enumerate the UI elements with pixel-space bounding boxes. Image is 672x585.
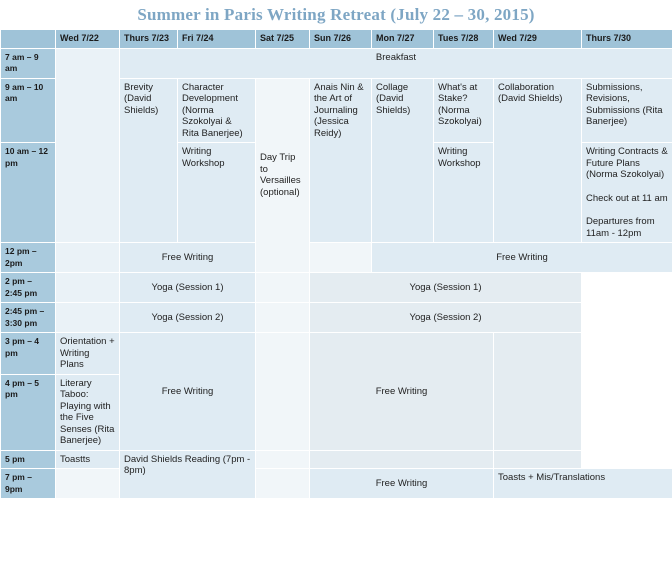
cell-sun726-anais-nin: Anais Nin & the Art of Journaling (Jessica Reidy) <box>310 78 372 243</box>
cell-sat725-245pm <box>256 303 310 333</box>
cell-breakfast: Breakfast <box>120 48 672 78</box>
cell-yoga2-thurs-fri: Yoga (Session 2) <box>120 303 256 333</box>
column-header-wed-729: Wed 7/29 <box>494 30 582 49</box>
time-label-12pm: 12 pm – 2pm <box>1 243 56 273</box>
cell-yoga1-sun-wed: Yoga (Session 1) <box>310 273 582 303</box>
cell-mon727-collage: Collage (David Shields) <box>372 78 434 243</box>
cell-thurs730-2pm <box>582 273 672 303</box>
time-label-7pm: 7 pm – 9pm <box>1 469 56 499</box>
cell-thurs730-writing-contracts <box>582 143 672 243</box>
cell-wed729-3pm <box>494 333 582 451</box>
cell-thurs723-david-shields-reading: David Shields Reading (7pm - 8pm) <box>120 450 256 499</box>
cell-wed729-toasts-mistranslations: Toasts + Mis/Translations <box>494 469 672 499</box>
cell-wed722-12pm <box>56 243 120 273</box>
cell-wed722-7pm <box>56 469 120 499</box>
table-row-2pm <box>1 273 672 303</box>
cell-free-writing-evening: Free Writing <box>310 469 494 499</box>
schedule-table <box>0 29 672 499</box>
cell-sat725-12pm <box>310 243 372 273</box>
cell-fri724-writing-workshop: Writing Workshop <box>178 143 256 243</box>
writing-contracts-text: Writing Contracts & Future Plans (Norma Szokolyai) <box>586 146 668 180</box>
cell-free-writing-sun-wed: Free Writing <box>372 243 672 273</box>
time-label-7am: 7 am – 9 am <box>1 48 56 78</box>
cell-sat725-day-trip: Day Trip to Versailles (optional) <box>256 78 310 273</box>
column-header-sat-725: Sat 7/25 <box>256 30 310 49</box>
cell-thurs730-5pm <box>582 450 672 469</box>
time-label-10am: 10 am – 12 pm <box>1 143 56 243</box>
time-label-2pm: 2 pm – 2:45 pm <box>1 273 56 303</box>
table-row-7am <box>1 48 672 78</box>
corner-cell <box>1 30 56 49</box>
cell-tues728-writing-workshop: Writing Workshop <box>434 143 494 243</box>
time-label-4pm: 4 pm – 5 pm <box>1 374 56 450</box>
cell-thurs723-brevity: Brevity (David Shields) <box>120 78 178 243</box>
table-row-12pm <box>1 243 672 273</box>
column-header-thurs-723: Thurs 7/23 <box>120 30 178 49</box>
cell-sat725-3pm <box>256 333 310 451</box>
cell-wed729-5pm <box>494 450 582 469</box>
cell-free-writing-thurs-fri: Free Writing <box>120 243 256 273</box>
time-label-9am: 9 am – 10 am <box>1 78 56 143</box>
cell-wed722-245pm <box>56 303 120 333</box>
cell-yoga1-thurs-fri: Yoga (Session 1) <box>120 273 256 303</box>
table-row-7pm <box>1 469 672 499</box>
cell-thurs730-245pm <box>582 303 672 333</box>
cell-free-writing-thurs-fri-afternoon: Free Writing <box>120 333 256 451</box>
check-out-text: Check out at 11 am <box>586 192 668 204</box>
cell-thurs730-3pm <box>582 333 672 451</box>
page-title: Summer in Paris Writing Retreat (July 22 – 30, 2015) <box>137 5 535 24</box>
cell-wed722-toasts: Toastts <box>56 450 120 469</box>
cell-wed722-2pm <box>56 273 120 303</box>
cell-free-writing-sun-tues-afternoon: Free Writing <box>310 333 494 451</box>
table-row-3pm <box>1 333 672 375</box>
cell-sat725-5pm <box>256 450 310 469</box>
cell-fri724-character-development: Character Development (Norma Szokolyai & Rita Banerjee) <box>178 78 256 143</box>
departures-text: Departures from 11am - 12pm <box>586 216 655 239</box>
cell-wed722-arrivals <box>56 48 120 243</box>
column-header-mon-727: Mon 7/27 <box>372 30 434 49</box>
cell-thurs730-submissions: Submissions, Revisions, Submissions (Rita Banerjee) <box>582 78 672 143</box>
time-label-3pm: 3 pm – 4 pm <box>1 333 56 375</box>
cell-wed729-collaboration: Collaboration (David Shields) <box>494 78 582 243</box>
column-header-fri-724: Fri 7/24 <box>178 30 256 49</box>
column-header-sun-726: Sun 7/26 <box>310 30 372 49</box>
cell-sat725-2pm <box>256 273 310 303</box>
cell-yoga2-sun-wed: Yoga (Session 2) <box>310 303 582 333</box>
time-label-245pm: 2:45 pm – 3:30 pm <box>1 303 56 333</box>
cell-sun-tues-5pm <box>310 450 494 469</box>
column-header-tues-728: Tues 7/28 <box>434 30 494 49</box>
column-header-thurs-730: Thurs 7/30 <box>582 30 672 49</box>
column-header-wed-722: Wed 7/22 <box>56 30 120 49</box>
table-row-245pm <box>1 303 672 333</box>
cell-tues728-whats-at-stake: What's at Stake? (Norma Szokolyai) <box>434 78 494 143</box>
cell-wed722-literary-taboo: Literary Taboo: Playing with the Five Senses (Rita Banerjee) <box>56 374 120 450</box>
time-label-5pm: 5 pm <box>1 450 56 469</box>
cell-wed722-orientation: Orientation + Writing Plans <box>56 333 120 375</box>
table-header-row <box>1 30 672 49</box>
cell-sat725-7pm <box>256 469 310 499</box>
table-row-5pm <box>1 450 672 469</box>
